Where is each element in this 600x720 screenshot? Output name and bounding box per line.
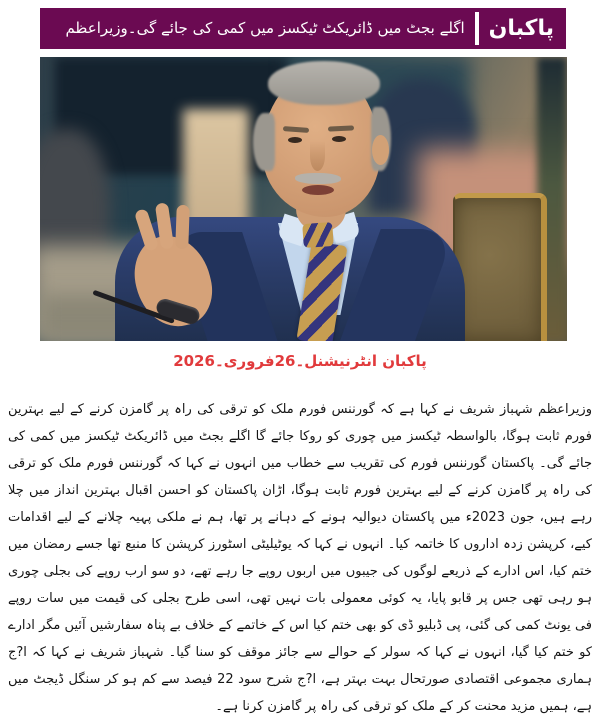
newspaper-logo: پاکبان (488, 16, 554, 41)
nose (310, 141, 325, 171)
masthead-bar (40, 8, 566, 49)
mustache (295, 173, 341, 185)
eye-right (332, 136, 346, 142)
tie-knot (302, 222, 334, 248)
hair (268, 61, 380, 105)
pm-photo (40, 57, 567, 341)
finger (175, 205, 190, 249)
eye-left (288, 137, 302, 143)
hair-side-left (253, 113, 275, 171)
article-paragraph: وزیراعظم شہباز شریف نے کہا ہے کہ گورننس فورم ملک کو ترقی کی راہ پر گامزن کرنے کے لیے بہترین فورم ثابت ہوگا، بالواسطہ ٹیکسز میں چوری کو روکا جائے گا اگلے بجٹ میں ڈائریکٹ ٹیکسز میں کمی کی جائے گی۔ پاکستان گورننس فورم کی تقریب سے خطاب میں انہوں نے کہا کہ گورننس فورم ملک کو ترقی کی راہ پر گامزن کرنے کے لیے بہترین فورم ثابت ہوگا، اڑان پاکستان کو احسن اقبال بہترین انداز میں چلا رہے ہیں، جون 2023ء میں پاکستان دیوالیہ ہونے کے دہانے پر تھا، ہم نے ملکی پہیہ چلانے کے لیے اقدامات کیے، کرپشن زدہ اداروں کا خاتمہ کیا۔ انہوں نے کہا کہ یوٹیلیٹی اسٹورز کرپشن کا منبع تھا جسے رمضان میں ختم کیا، اس ادارے کے ذریعے لوگوں کی جیبوں میں اربوں روپے جا رہے تھے، دو سو ارب روپے کی بجلی چوری ہو رہی تھی جس پر قابو پایا، یہ کوئی معمولی بات نہیں تھی، اسی طرح بجلی کی قیمت میں سات روپے فی یونٹ کمی کی گئی، پی ڈبلیو ڈی کو بھی ختم کیا اس کے خاتمے کے خلاف بے پناہ سفارشیں آئیں مگر ادارے کو ختم کیا گیا، انہوں نے کہا کہ سولر کے حوالے سے جائز موقف کو سنا گیا۔ شہباز شریف نے کہا کہ ا?ج ہماری مجموعی اقتصادی صورتحال بہت بہتر ہے، ا?ج شرح سود 22 فیصد سے کم ہو کر سنگل ڈیجٹ میں ہے، ہمیں مزید محنت کر کے ملک کو ترقی کی راہ پر گامزن کرنا ہے۔ (8, 402, 592, 714)
article-body (8, 396, 592, 720)
headline: اگلے بجٹ میں ڈائریکٹ ٹیکسز میں کمی کی جائے گی۔وزیراعظم (65, 19, 465, 37)
masthead-divider (475, 12, 479, 45)
photo-caption: پاکبان انٹرنیشنل۔26فروری۔2026 (173, 352, 427, 370)
chair (453, 193, 547, 341)
mouth (302, 185, 334, 195)
ear (372, 135, 389, 165)
